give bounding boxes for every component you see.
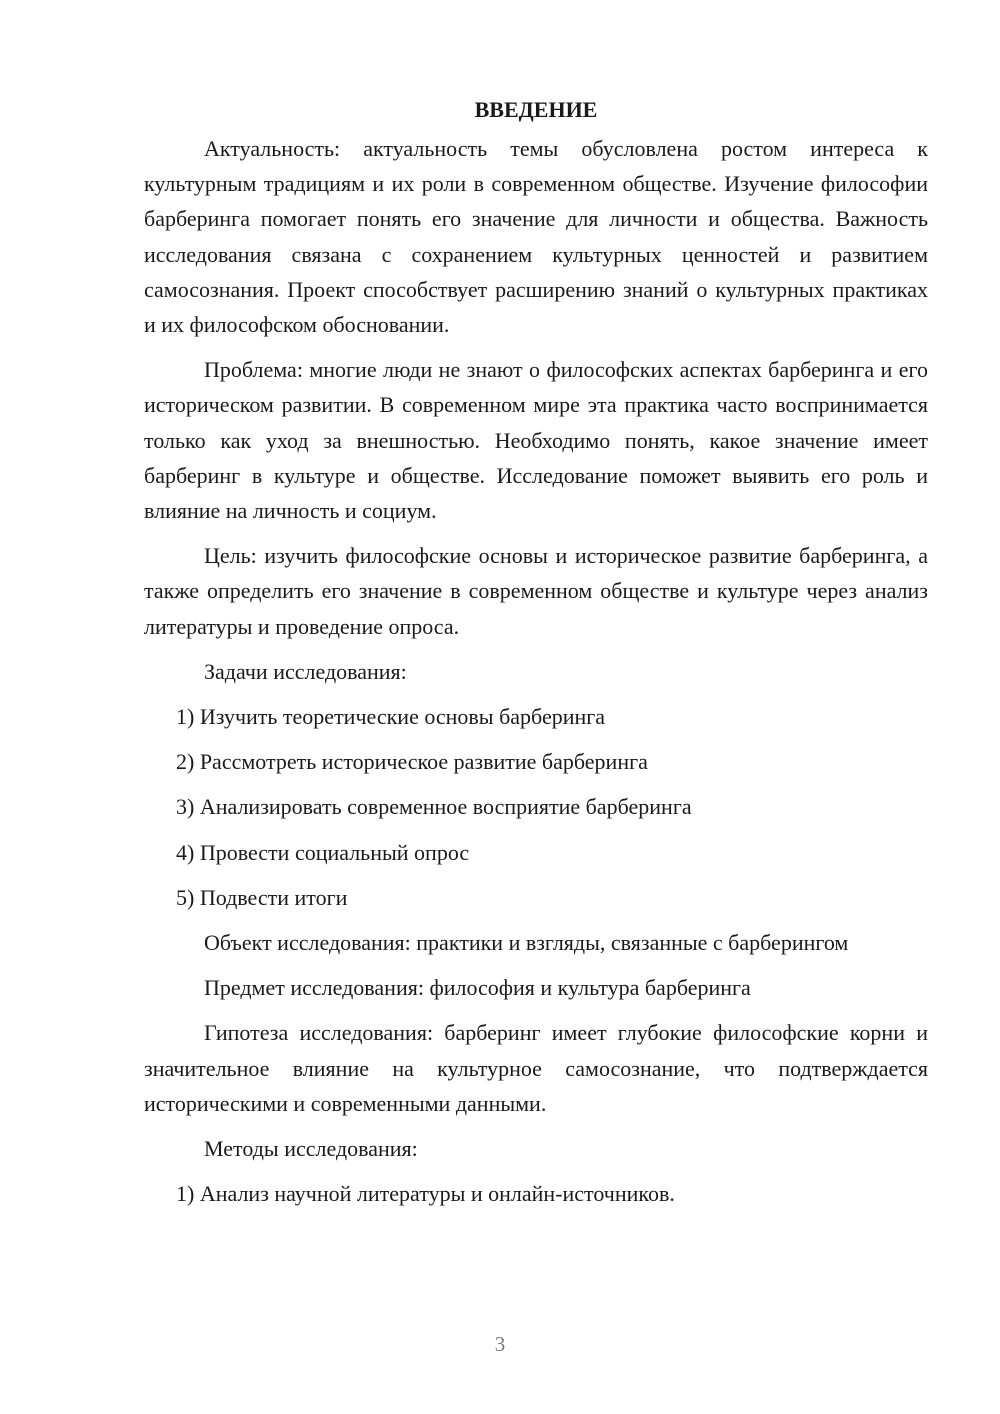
goal-paragraph: Цель: изучить философские основы и историческое развитие барберинга, а также определить его значение в современном обществе и культуре через анализ литературы и проведение опроса. [144,543,928,639]
relevance-paragraph: Актуальность: актуальность темы обусловлена ростом интереса к культурным традициям и их роли в современном обществе. Изучение философии барберинга помогает понять его значение для личности и общества. Важность исследования связана с сохранением культурных ценностей и развитием самосознания. Проект способствует расширению знаний о культурных практиках и их философском обосновании. [144,136,928,338]
method-item-1: 1) Анализ научной литературы и онлайн-источников. [176,1181,675,1207]
problem-paragraph: Проблема: многие люди не знают о философских аспектах барберинга и его историческом развитии. В современном мире эта практика часто воспринимается только как уход за внешностью. Необходимо понять, какое значение имеет барберинг в культуре и обществе. Исследование поможет выявить его роль и влияние на личность и социум. [144,357,928,524]
hypothesis-paragraph: Гипотеза исследования: барберинг имеет глубокие философские корни и значительное влияние на культурное самосознание, что подтверждается историческими и современными данными. [144,1020,928,1116]
task-item-1: 1) Изучить теоретические основы барберинга [176,704,606,730]
object-paragraph: Объект исследования: практики и взгляды, связанные с барберингом [204,930,849,956]
tasks-heading: Задачи исследования: [204,658,407,684]
task-item-3: 3) Анализировать современное восприятие барберинга [176,794,692,820]
task-item-5: 5) Подвести итоги [176,884,348,910]
task-item-4: 4) Провести социальный опрос [176,839,470,865]
page-title: ВВЕДЕНИЕ [474,97,598,122]
page-number: 3 [494,1332,506,1356]
methods-heading: Методы исследования: [204,1136,418,1162]
document-page [144,92,928,1221]
task-item-2: 2) Рассмотреть историческое развитие барберинга [176,749,648,775]
subject-paragraph: Предмет исследования: философия и культура барберинга [204,975,751,1001]
